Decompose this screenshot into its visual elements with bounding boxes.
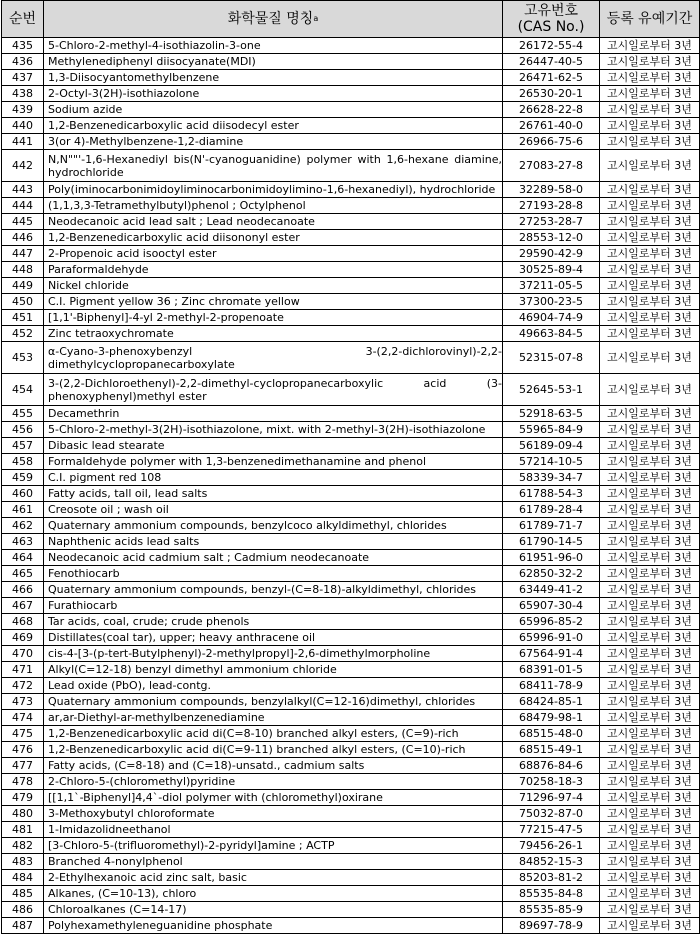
cas-number: 37211-05-5: [503, 278, 600, 294]
cas-number: 37300-23-5: [503, 294, 600, 310]
table-row: [2, 310, 700, 326]
row-number: 465: [2, 566, 44, 582]
table-row: [2, 774, 700, 790]
cas-number: 84852-15-3: [503, 854, 600, 870]
chemical-name: Zinc tetraoxychromate: [44, 326, 503, 342]
cas-number: 46904-74-9: [503, 310, 600, 326]
chemical-name: 3-Methoxybutyl chloroformate: [44, 806, 503, 822]
table-row: [2, 214, 700, 230]
registration-period: 고시일로부터 3년: [600, 422, 700, 438]
cas-number: 26447-40-5: [503, 54, 600, 70]
cas-number: 65996-85-2: [503, 614, 600, 630]
cas-number: 70258-18-3: [503, 774, 600, 790]
table-row: [2, 374, 700, 406]
registration-period: 고시일로부터 3년: [600, 86, 700, 102]
table-row: [2, 198, 700, 214]
cas-number: 61951-96-0: [503, 550, 600, 566]
cas-number: 77215-47-5: [503, 822, 600, 838]
chemical-name: Alkanes, (C=10-13), chloro: [44, 886, 503, 902]
table-row: [2, 246, 700, 262]
registration-period: 고시일로부터 3년: [600, 406, 700, 422]
row-number: 485: [2, 886, 44, 902]
registration-period: 고시일로부터 3년: [600, 758, 700, 774]
row-number: 470: [2, 646, 44, 662]
chemical-name: 1,2-Benzenedicarboxylic acid diisodecyl ester: [44, 118, 503, 134]
chemical-name: 2-Propenoic acid isooctyl ester: [44, 246, 503, 262]
registration-period: 고시일로부터 3년: [600, 918, 700, 934]
registration-period: 고시일로부터 3년: [600, 550, 700, 566]
table-row: [2, 422, 700, 438]
registration-period: 고시일로부터 3년: [600, 438, 700, 454]
registration-period: 고시일로부터 3년: [600, 54, 700, 70]
chemical-name: Quaternary ammonium compounds, benzylcoco alkyldimethyl, chlorides: [44, 518, 503, 534]
cas-number: 61790-14-5: [503, 534, 600, 550]
chemical-name: Branched 4-nonylphenol: [44, 854, 503, 870]
table-row: [2, 566, 700, 582]
table-row: [2, 742, 700, 758]
registration-period: 고시일로부터 3년: [600, 838, 700, 854]
chemical-name: 5-Chloro-2-methyl-4-isothiazolin-3-one: [44, 38, 503, 54]
chemical-name: 1,2-Benzenedicarboxylic acid di(C=9-11) branched alkyl esters, (C=10)-rich: [44, 742, 503, 758]
table-row: [2, 470, 700, 486]
table-row: [2, 550, 700, 566]
chemical-name: Alkyl(C=12-18) benzyl dimethyl ammonium chloride: [44, 662, 503, 678]
cas-number: 61789-71-7: [503, 518, 600, 534]
cas-number: 68424-85-1: [503, 694, 600, 710]
table-row: [2, 902, 700, 918]
registration-period: 고시일로부터 3년: [600, 518, 700, 534]
row-number: 441: [2, 134, 44, 150]
cas-number: 63449-41-2: [503, 582, 600, 598]
chemical-name: Fatty acids, tall oil, lead salts: [44, 486, 503, 502]
cas-number: 26172-55-4: [503, 38, 600, 54]
cas-number: 85203-81-2: [503, 870, 600, 886]
cas-number: 68515-49-1: [503, 742, 600, 758]
row-number: 446: [2, 230, 44, 246]
header-name-mark: a: [313, 14, 319, 23]
table-row: [2, 806, 700, 822]
row-number: 463: [2, 534, 44, 550]
chemical-name: Fenothiocarb: [44, 566, 503, 582]
cas-number: 28553-12-0: [503, 230, 600, 246]
cas-number: 26761-40-0: [503, 118, 600, 134]
chemical-name: N,N""'-1,6-Hexanediyl bis(N'-cyanoguanidine) polymer with 1,6-hexane diamine, hydrochloride: [44, 150, 503, 182]
cas-number: 65996-91-0: [503, 630, 600, 646]
cas-number: 52918-63-5: [503, 406, 600, 422]
chemical-name: Methylenediphenyl diisocyanate(MDI): [44, 54, 503, 70]
table-row: [2, 582, 700, 598]
row-number: 478: [2, 774, 44, 790]
table-row: [2, 790, 700, 806]
registration-period: 고시일로부터 3년: [600, 102, 700, 118]
chemical-name: 1,2-Benzenedicarboxylic acid di(C=8-10) branched alkyl esters, (C=9)-rich: [44, 726, 503, 742]
row-number: 454: [2, 374, 44, 406]
registration-period: 고시일로부터 3년: [600, 454, 700, 470]
table-row: [2, 822, 700, 838]
table-row: [2, 694, 700, 710]
table-row: [2, 534, 700, 550]
registration-period: 고시일로부터 3년: [600, 134, 700, 150]
table-row: [2, 518, 700, 534]
row-number: 483: [2, 854, 44, 870]
registration-period: 고시일로부터 3년: [600, 534, 700, 550]
row-number: 486: [2, 902, 44, 918]
row-number: 440: [2, 118, 44, 134]
cas-number: 26966-75-6: [503, 134, 600, 150]
registration-period: 고시일로부터 3년: [600, 902, 700, 918]
header-cas: [503, 1, 600, 38]
table-row: [2, 918, 700, 934]
cas-number: 58339-34-7: [503, 470, 600, 486]
registration-period: 고시일로부터 3년: [600, 198, 700, 214]
chemical-name: 1,2-Benzenedicarboxylic acid diisononyl ester: [44, 230, 503, 246]
row-number: 449: [2, 278, 44, 294]
header-cas-line2: (CAS No.): [517, 19, 585, 35]
chemical-table: [1, 0, 700, 934]
table-row: [2, 886, 700, 902]
chemical-name: Neodecanoic acid lead salt ; Lead neodecanoate: [44, 214, 503, 230]
table-row: [2, 294, 700, 310]
chemical-name: Sodium azide: [44, 102, 503, 118]
row-number: 474: [2, 710, 44, 726]
row-number: 456: [2, 422, 44, 438]
row-number: 477: [2, 758, 44, 774]
table-row: [2, 230, 700, 246]
registration-period: 고시일로부터 3년: [600, 774, 700, 790]
cas-number: 52315-07-8: [503, 342, 600, 374]
row-number: 448: [2, 262, 44, 278]
chemical-name: Lead oxide (PbO), lead-contg.: [44, 678, 503, 694]
chemical-name: Quaternary ammonium compounds, benzyl-(C=8-18)-alkyldimethyl, chlorides: [44, 582, 503, 598]
registration-period: 고시일로부터 3년: [600, 38, 700, 54]
row-number: 471: [2, 662, 44, 678]
row-number: 469: [2, 630, 44, 646]
row-number: 476: [2, 742, 44, 758]
registration-period: 고시일로부터 3년: [600, 70, 700, 86]
table-row: [2, 278, 700, 294]
cas-number: 68479-98-1: [503, 710, 600, 726]
table-row: [2, 38, 700, 54]
cas-number: 29590-42-9: [503, 246, 600, 262]
cas-number: 52645-53-1: [503, 374, 600, 406]
chemical-name: Fatty acids, (C=8-18) and (C=18)-unsatd., cadmium salts: [44, 758, 503, 774]
row-number: 453: [2, 342, 44, 374]
row-number: 445: [2, 214, 44, 230]
cas-number: 56189-09-4: [503, 438, 600, 454]
header-no: 순번: [2, 1, 44, 38]
chemical-name: Neodecanoic acid cadmium salt ; Cadmium neodecanoate: [44, 550, 503, 566]
chemical-name: Dibasic lead stearate: [44, 438, 503, 454]
registration-period: 고시일로부터 3년: [600, 726, 700, 742]
row-number: 459: [2, 470, 44, 486]
row-number: 473: [2, 694, 44, 710]
registration-period: 고시일로부터 3년: [600, 374, 700, 406]
registration-period: 고시일로부터 3년: [600, 854, 700, 870]
registration-period: 고시일로부터 3년: [600, 710, 700, 726]
chemical-name: [1,1'-Biphenyl]-4-yl 2-methyl-2-propenoate: [44, 310, 503, 326]
registration-period: 고시일로부터 3년: [600, 678, 700, 694]
table-row: [2, 726, 700, 742]
registration-period: 고시일로부터 3년: [600, 118, 700, 134]
registration-period: 고시일로부터 3년: [600, 614, 700, 630]
cas-number: 26628-22-8: [503, 102, 600, 118]
chemical-name: 1-Imidazolidneethanol: [44, 822, 503, 838]
row-number: 452: [2, 326, 44, 342]
chemical-name: [[1,1`-Biphenyl]4,4`-diol polymer with (chloromethyl)oxirane: [44, 790, 503, 806]
chemical-name: C.I. pigment red 108: [44, 470, 503, 486]
table-row: [2, 182, 700, 198]
chemical-name: Chloroalkanes (C=14-17): [44, 902, 503, 918]
chemical-name: [3-Chloro-5-(trifluoromethyl)-2-pyridyl]amine ; ACTP: [44, 838, 503, 854]
chemical-name: C.I. Pigment yellow 36 ; Zinc chromate yellow: [44, 294, 503, 310]
registration-period: 고시일로부터 3년: [600, 630, 700, 646]
cas-number: 57214-10-5: [503, 454, 600, 470]
chemical-name: Furathiocarb: [44, 598, 503, 614]
table-row: [2, 102, 700, 118]
registration-period: 고시일로부터 3년: [600, 790, 700, 806]
registration-period: 고시일로부터 3년: [600, 150, 700, 182]
row-number: 475: [2, 726, 44, 742]
table-row: [2, 86, 700, 102]
chemical-name: Tar acids, coal, crude; crude phenols: [44, 614, 503, 630]
chemical-name: Formaldehyde polymer with 1,3-benzenedimethanamine and phenol: [44, 454, 503, 470]
row-number: 437: [2, 70, 44, 86]
chemical-name: cis-4-[3-(p-tert-Butylphenyl)-2-methylpropyl]-2,6-dimethylmorpholine: [44, 646, 503, 662]
cas-number: 61789-28-4: [503, 502, 600, 518]
table-row: [2, 710, 700, 726]
row-number: 467: [2, 598, 44, 614]
row-number: 438: [2, 86, 44, 102]
cas-number: 65907-30-4: [503, 598, 600, 614]
registration-period: 고시일로부터 3년: [600, 646, 700, 662]
cas-number: 26530-20-1: [503, 86, 600, 102]
cas-number: 27083-27-8: [503, 150, 600, 182]
table-row: [2, 678, 700, 694]
cas-number: 68391-01-5: [503, 662, 600, 678]
table-row: [2, 502, 700, 518]
registration-period: 고시일로부터 3년: [600, 182, 700, 198]
registration-period: 고시일로부터 3년: [600, 598, 700, 614]
cas-number: 27253-28-7: [503, 214, 600, 230]
registration-period: 고시일로부터 3년: [600, 230, 700, 246]
chemical-name: α-Cyano-3-phenoxybenzyl 3-(2,2-dichlorovinyl)-2,2-dimethylcyclopropanecarboxylate: [44, 342, 503, 374]
cas-number: 27193-28-8: [503, 198, 600, 214]
chemical-name: Distillates(coal tar), upper; heavy anthracene oil: [44, 630, 503, 646]
chemical-name: 2-Chloro-5-(chloromethyl)pyridine: [44, 774, 503, 790]
cas-number: 68876-84-6: [503, 758, 600, 774]
table-row: [2, 70, 700, 86]
row-number: 442: [2, 150, 44, 182]
header-validity: 등록 유예기간: [600, 1, 700, 38]
registration-period: 고시일로부터 3년: [600, 246, 700, 262]
registration-period: 고시일로부터 3년: [600, 694, 700, 710]
chemical-name: ar,ar-Diethyl-ar-methylbenzenediamine: [44, 710, 503, 726]
row-number: 458: [2, 454, 44, 470]
row-number: 464: [2, 550, 44, 566]
table-row: [2, 870, 700, 886]
chemical-name: 3-(2,2-Dichloroethenyl)-2,2-dimethyl-cyclopropanecarboxylic acid (3-phenoxyphenyl)methyl ester: [44, 374, 503, 406]
registration-period: 고시일로부터 3년: [600, 294, 700, 310]
table-row: [2, 630, 700, 646]
table-row: [2, 262, 700, 278]
row-number: 450: [2, 294, 44, 310]
table-row: [2, 438, 700, 454]
chemical-name: Polyhexamethyleneguanidine phosphate: [44, 918, 503, 934]
row-number: 481: [2, 822, 44, 838]
registration-period: 고시일로부터 3년: [600, 822, 700, 838]
header-name: [44, 1, 503, 38]
table-row: [2, 406, 700, 422]
header-cas-line1: 고유번호: [523, 3, 579, 19]
table-row: [2, 486, 700, 502]
row-number: 457: [2, 438, 44, 454]
row-number: 455: [2, 406, 44, 422]
cas-number: 85535-84-8: [503, 886, 600, 902]
registration-period: 고시일로부터 3년: [600, 470, 700, 486]
registration-period: 고시일로부터 3년: [600, 326, 700, 342]
row-number: 484: [2, 870, 44, 886]
table-row: [2, 326, 700, 342]
chemical-name: 5-Chloro-2-methyl-3(2H)-isothiazolone, mixt. with 2-methyl-3(2H)-isothiazolone: [44, 422, 503, 438]
row-number: 439: [2, 102, 44, 118]
cas-number: 68515-48-0: [503, 726, 600, 742]
cas-number: 49663-84-5: [503, 326, 600, 342]
registration-period: 고시일로부터 3년: [600, 278, 700, 294]
table-row: [2, 150, 700, 182]
table-row: [2, 838, 700, 854]
registration-period: 고시일로부터 3년: [600, 214, 700, 230]
cas-number: 61788-54-3: [503, 486, 600, 502]
registration-period: 고시일로부터 3년: [600, 582, 700, 598]
cas-number: 62850-32-2: [503, 566, 600, 582]
registration-period: 고시일로부터 3년: [600, 342, 700, 374]
cas-number: 79456-26-1: [503, 838, 600, 854]
registration-period: 고시일로부터 3년: [600, 806, 700, 822]
registration-period: 고시일로부터 3년: [600, 886, 700, 902]
chemical-name: Nickel chloride: [44, 278, 503, 294]
table-body: [2, 38, 700, 934]
table-row: [2, 854, 700, 870]
registration-period: 고시일로부터 3년: [600, 486, 700, 502]
row-number: 466: [2, 582, 44, 598]
table-row: [2, 758, 700, 774]
table-row: [2, 598, 700, 614]
row-number: 487: [2, 918, 44, 934]
table-header-row: [2, 1, 700, 38]
registration-period: 고시일로부터 3년: [600, 262, 700, 278]
row-number: 479: [2, 790, 44, 806]
table-row: [2, 662, 700, 678]
chemical-name: 1,3-Diisocyantomethylbenzene: [44, 70, 503, 86]
cas-number: 75032-87-0: [503, 806, 600, 822]
registration-period: 고시일로부터 3년: [600, 662, 700, 678]
cas-number: 89697-78-9: [503, 918, 600, 934]
chemical-name: 3(or 4)-Methylbenzene-1,2-diamine: [44, 134, 503, 150]
row-number: 462: [2, 518, 44, 534]
registration-period: 고시일로부터 3년: [600, 310, 700, 326]
cas-number: 71296-97-4: [503, 790, 600, 806]
chemical-name: (1,1,3,3-Tetramethylbutyl)phenol ; Octylphenol: [44, 198, 503, 214]
table-row: [2, 646, 700, 662]
chemical-name: Poly(iminocarbonimidoyliminocarbonimidoylimino-1,6-hexanediyl), hydrochloride: [44, 182, 503, 198]
row-number: 435: [2, 38, 44, 54]
table-row: [2, 134, 700, 150]
registration-period: 고시일로부터 3년: [600, 742, 700, 758]
row-number: 472: [2, 678, 44, 694]
row-number: 451: [2, 310, 44, 326]
table-row: [2, 454, 700, 470]
row-number: 444: [2, 198, 44, 214]
row-number: 447: [2, 246, 44, 262]
header-name-label: 화학물질 명칭: [227, 11, 314, 27]
chemical-name: Decamethrin: [44, 406, 503, 422]
cas-number: 30525-89-4: [503, 262, 600, 278]
chemical-name: 2-Ethylhexanoic acid zinc salt, basic: [44, 870, 503, 886]
chemical-name: 2-Octyl-3(2H)-isothiazolone: [44, 86, 503, 102]
table-row: [2, 342, 700, 374]
cas-number: 67564-91-4: [503, 646, 600, 662]
chemical-name: Paraformaldehyde: [44, 262, 503, 278]
table-row: [2, 614, 700, 630]
cas-number: 32289-58-0: [503, 182, 600, 198]
table-row: [2, 54, 700, 70]
row-number: 468: [2, 614, 44, 630]
row-number: 436: [2, 54, 44, 70]
chemical-name: Creosote oil ; wash oil: [44, 502, 503, 518]
registration-period: 고시일로부터 3년: [600, 870, 700, 886]
cas-number: 55965-84-9: [503, 422, 600, 438]
row-number: 480: [2, 806, 44, 822]
chemical-name: Quaternary ammonium compounds, benzylalkyl(C=12-16)dimethyl, chlorides: [44, 694, 503, 710]
row-number: 461: [2, 502, 44, 518]
chemical-name: Naphthenic acids lead salts: [44, 534, 503, 550]
table-row: [2, 118, 700, 134]
row-number: 443: [2, 182, 44, 198]
registration-period: 고시일로부터 3년: [600, 566, 700, 582]
cas-number: 68411-78-9: [503, 678, 600, 694]
row-number: 482: [2, 838, 44, 854]
cas-number: 85535-85-9: [503, 902, 600, 918]
row-number: 460: [2, 486, 44, 502]
registration-period: 고시일로부터 3년: [600, 502, 700, 518]
cas-number: 26471-62-5: [503, 70, 600, 86]
